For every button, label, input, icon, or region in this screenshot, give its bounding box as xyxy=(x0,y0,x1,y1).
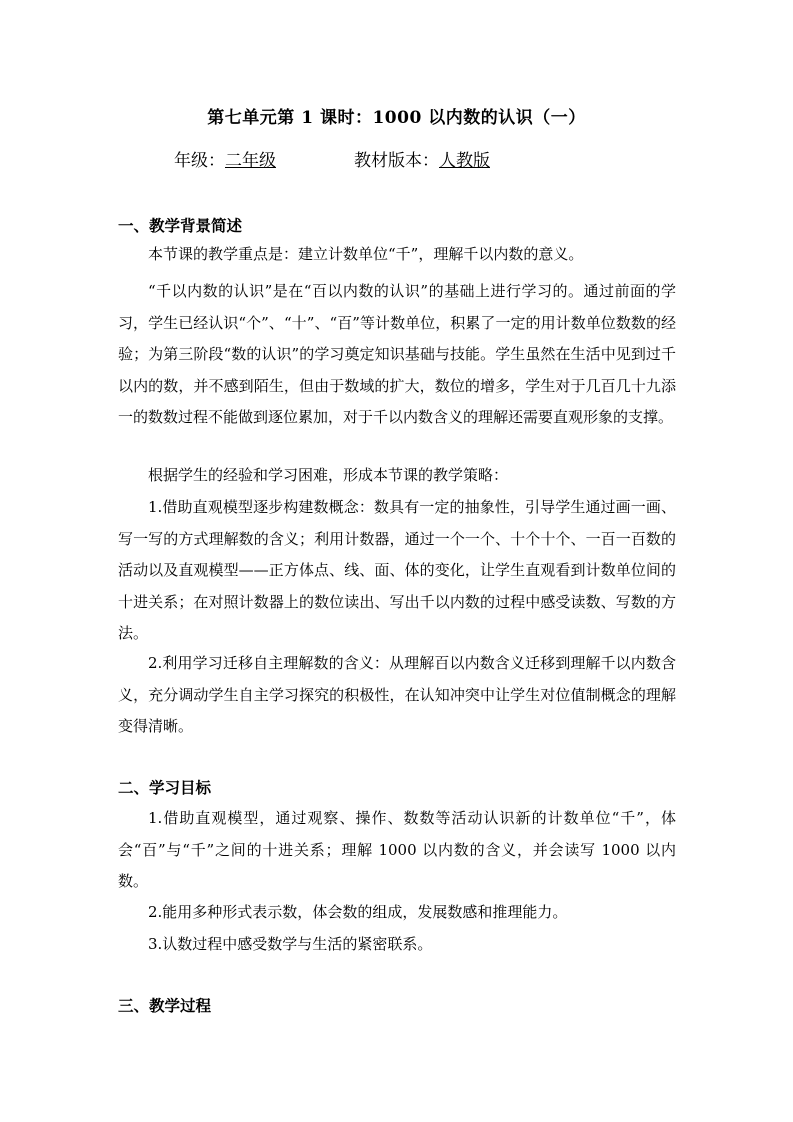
paragraph-strategy-intro: 根据学生的经验和学习困难，形成本节课的教学策略： xyxy=(148,466,509,484)
paragraph-strategy-2: 2.利用学习迁移自主理解数的含义：从理解百以内数含义迁移到理解千以内数含义，充分调动学生自主学习探究的积极性，在认知冲突中让学生对位值制概念的理解变得清晰。 xyxy=(118,654,676,735)
objective-3: 3.认数过程中感受数学与生活的紧密联系。 xyxy=(148,935,433,953)
paragraph-focus: 本节课的教学重点是：建立计数单位“千”，理解千以内数的意义。 xyxy=(148,245,584,263)
grade-value: 二年级 xyxy=(225,151,276,171)
page-title: 第七单元第 1 课时：1000 以内数的认识（一） xyxy=(207,108,586,128)
section-heading-background: 一、教学背景简述 xyxy=(118,216,243,235)
section-heading-objectives: 二、学习目标 xyxy=(118,778,212,797)
paragraph-strategy-1: 1.借助直观模型逐步构建数概念：数具有一定的抽象性，引导学生通过画一画、写一写的方式理解数的含义；利用计数器，通过一个一个、十个十个、一百一百数的活动以及直观模型——正方体点、线、面、体的变化，让学生直观看到计数单位间的十进关系；在对照计数器上的数位读出、写出千以内数的过程中感受读数、写数的方法。 xyxy=(118,498,676,642)
edition-label: 教材版本： xyxy=(354,151,439,171)
lesson-meta xyxy=(174,146,734,171)
objective-2: 2.能用多种形式表示数，体会数的组成，发展数感和推理能力。 xyxy=(148,903,568,921)
paragraph-background-detail: “千以内数的认识”是在“百以内数的认识”的基础上进行学习的。通过前面的学习，学生已经认识“个”、“十”、“百”等计数单位，积累了一定的用计数单位数数的经验；为第三阶段“数的认识”的学习奠定知识基础与技能。学生虽然在生活中见到过千以内的数，并不感到陌生，但由于数域的扩大，数位的增多，学生对于几百几十九添一的数数过程不能做到逐位累加，对于千以内数含义的理解还需要直观形象的支撑。 xyxy=(118,282,676,426)
grade-label: 年级： xyxy=(174,151,225,171)
objective-1: 1.借助直观模型，通过观察、操作、数数等活动认识新的计数单位“千”，体会“百”与“千”之间的十进关系；理解 1000 以内数的含义，并会读写 1000 以内数。 xyxy=(118,809,676,890)
section-heading-process: 三、教学过程 xyxy=(118,996,212,1015)
edition-value: 人教版 xyxy=(439,151,490,171)
